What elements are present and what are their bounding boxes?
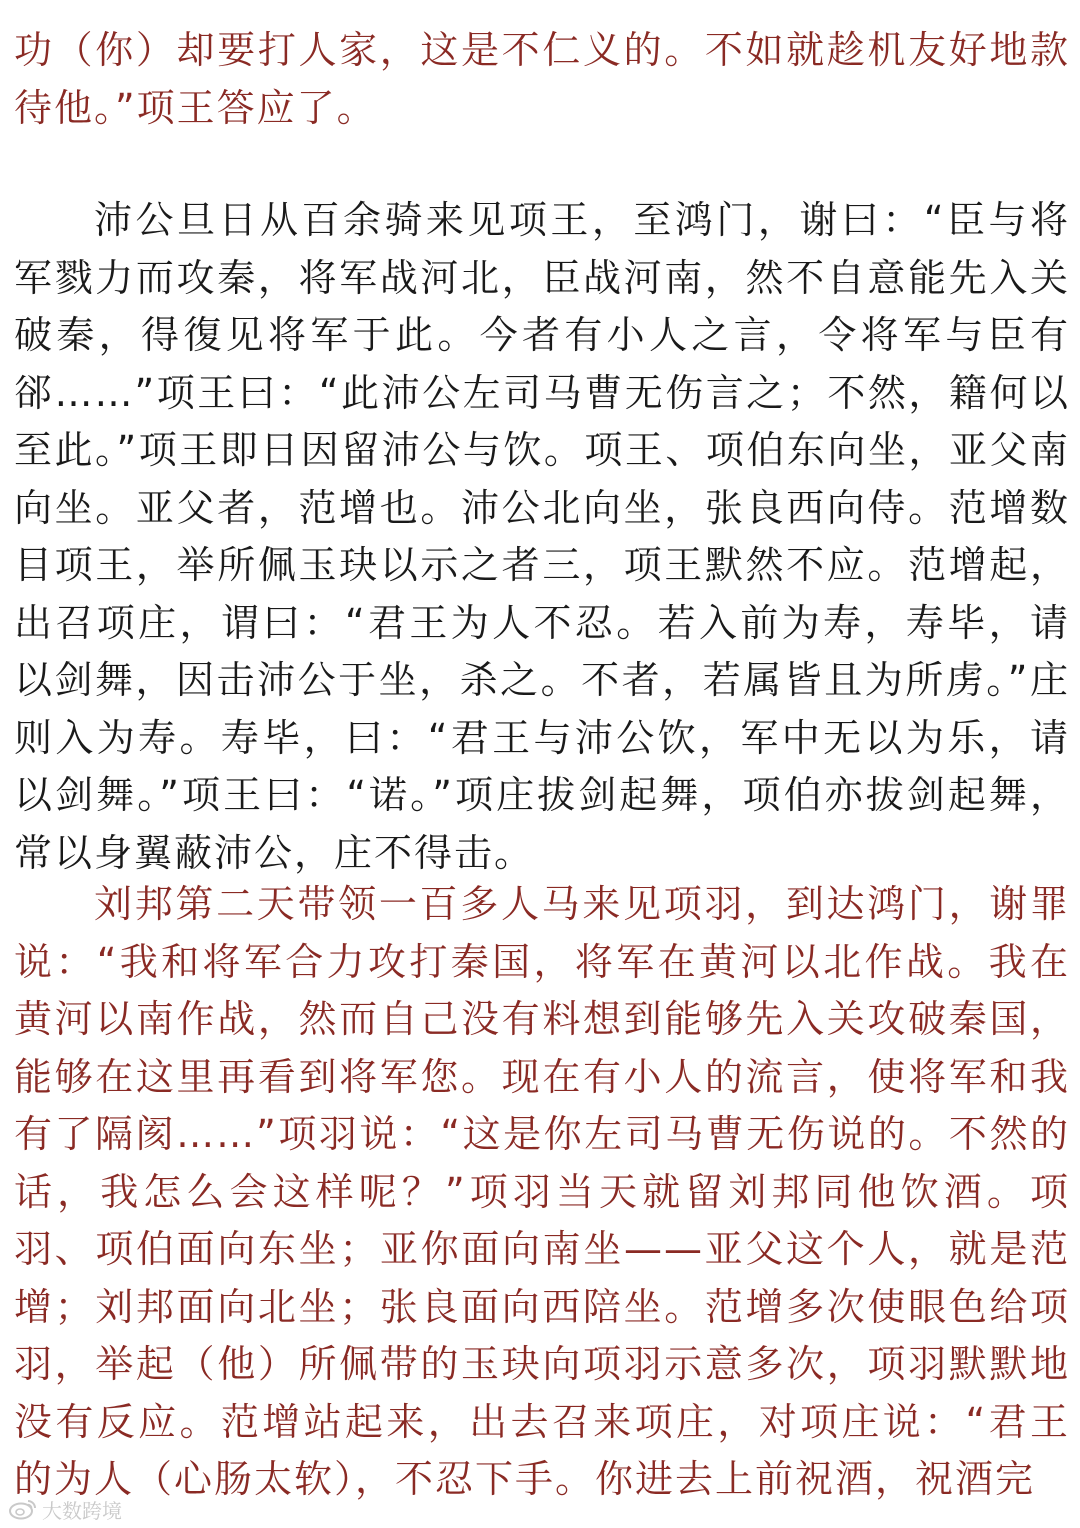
paragraph-translation: 刘邦第二天带领一百多人马来见项羽，到达鸿门，谢罪说：“我和将军合力攻打秦国，将军在黄河以北作战。我在黄河以南作战，然而自己没有料想到能够先入关攻破秦国，能够在这里再看到将军您。现在有小人的流言，使将军和我有了隔阂……”项羽说：“这是你左司马曹无伤说的。不然的话，我怎么会这样呢？”项羽当天就留刘邦同他饮酒。项羽、项伯面向东坐；亚你面向南坐——亚父这个人，就是范增；刘邦面向北坐；张良面向西陪坐。范增多次使眼色给项羽，举起（他）所佩带的玉玦向项羽示意多次，项羽默默地没有反应。范增站起来，出去召来项庄，对项庄说：“君王的为人（心肠太软），不忍下手。你进去上前祝酒，祝酒完 (14, 882, 1070, 1501)
weibo-logo-icon (8, 1498, 38, 1520)
watermark-text: 大数跨境 (42, 1498, 122, 1523)
paragraph-original-text: 沛公旦日从百余骑来见项王，至鸿门，谢曰：“臣与将军戮力而攻秦，将军战河北，臣战河南，然不自意能先入关破秦，得復见将军于此。今者有小人之言，令将军与臣有郤……”项王曰：“此沛公左司马曹无伤言之；不然，籍何以至此。”项王即日因留沛公与饮。项王、项伯东向坐，亚父南向坐。亚父者，范增也。沛公北向坐，张良西向侍。范增数目项王，举所佩玉玦以示之者三，项王默然不应。范增起，出召项庄，谓曰：“君王为人不忍。若入前为寿，寿毕，请以剑舞，因击沛公于坐，杀之。不者，若属皆且为所虏。”庄则入为寿。寿毕，曰：“君王与沛公饮，军中无以为乐，请以剑舞。”项王曰：“诺。”项庄拔剑起舞，项伯亦拔剑起舞，常以身翼蔽沛公，庄不得击。 (14, 198, 1070, 875)
paragraph-translation-end: 功（你）却要打人家，这是不仁义的。不如就趁机友好地款待他。”项王答应了。 (14, 28, 1070, 130)
watermark (8, 1496, 122, 1522)
